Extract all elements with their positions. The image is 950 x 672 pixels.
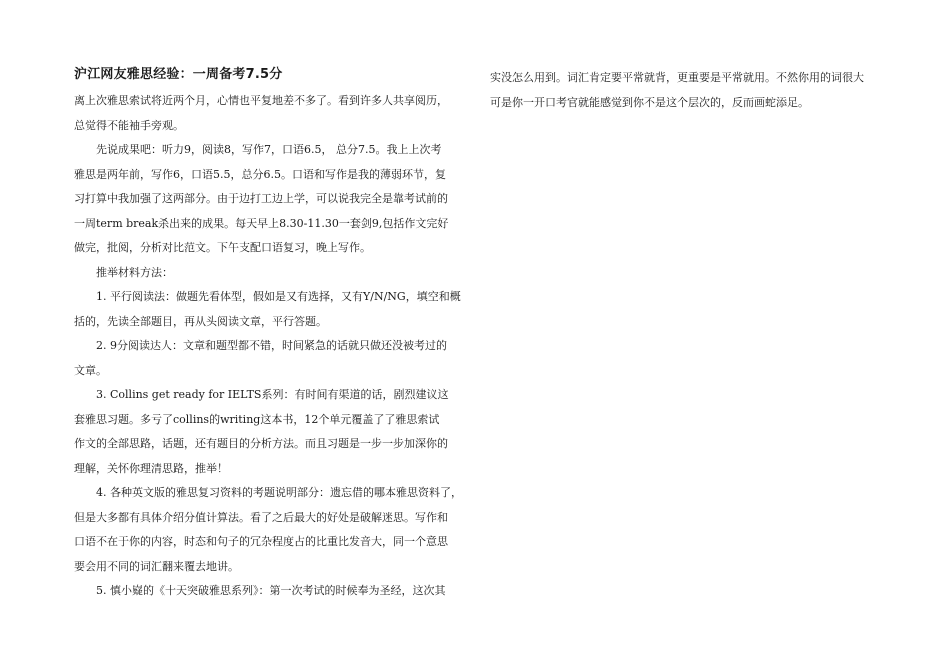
text-line: 3. Collins get ready for IELTS系列：有时间有渠道的话，剧烈建议这 [96,388,449,401]
text-line: 理解，关怀你理清思路，推举！ [74,461,228,475]
text-line: 作文的全部思路，话题，还有题目的分析方法。而且习题是一步一步加深你的 [74,437,448,450]
text-line: 习打算中我加强了这两部分。由于边打工边上学，可以说我完全是靠考试前的 [74,192,448,205]
left-column [74,66,472,604]
text-line: 推举材料方法： [96,265,173,279]
article-title: 沪江网友雅思经验：一周备考7.5分 [74,67,283,82]
text-line: 做完，批阅，分析对比范文。下午支配口语复习，晚上写作。 [74,241,371,254]
text-line: 4. 各种英文版的雅思复习资料的考题说明部分：遗忘借的哪本雅思资料了， [96,486,462,499]
text-line: 括的，先读全部题目，再从头阅读文章，平行答题。 [74,314,327,328]
text-line: 实没怎么用到。词汇肯定要平常就背，更重要是平常就用。不然你用的词很大 [490,71,864,84]
right-column [490,66,880,115]
text-line: 文章。 [74,363,107,377]
text-line: 但是大多都有具体介绍分值计算法。看了之后最大的好处是破解迷思。写作和 [74,510,448,524]
right-body-text [490,66,880,115]
text-line: 5. 慎小嶷的《十天突破雅思系列》：第一次考试的时候奉为圣经，这次其 [96,584,446,597]
text-line: 要会用不同的词汇翻来覆去地讲。 [74,559,239,573]
text-line: 2. 9分阅读达人：文章和题型都不错，时间紧急的话就只做还没被考过的 [96,339,447,352]
text-line: 可是你一开口考官就能感觉到你不是这个层次的，反而画蛇添足。 [490,95,809,109]
left-body-text [74,89,472,604]
text-line: 先说成果吧：听力9，阅读8，写作7，口语6.5， 总分7.5。我上上次考 [96,143,442,156]
text-line: 离上次雅思索试将近两个月，心情也平复地差不多了。看到许多人共享阅历， [74,94,448,107]
text-line: 1. 平行阅读法：做题先看体型，假如是又有选择，又有Y/N/NG，填空和概 [96,290,461,303]
text-line: 口语不在于你的内容，时态和句子的冗杂程度占的比重比发音大，同一个意思 [74,535,448,548]
text-line: 总觉得不能袖手旁观。 [74,118,184,132]
text-line: 雅思是两年前，写作6，口语5.5，总分6.5。口语和写作是我的薄弱环节，复 [74,167,446,181]
text-line: 一周term break杀出来的成果。每天早上8.30-11.30一套剑9,包括作文完好 [74,216,449,230]
text-line: 套雅思习题。多亏了collins的writing这本书，12个单元覆盖了了雅思索试 [74,412,440,426]
